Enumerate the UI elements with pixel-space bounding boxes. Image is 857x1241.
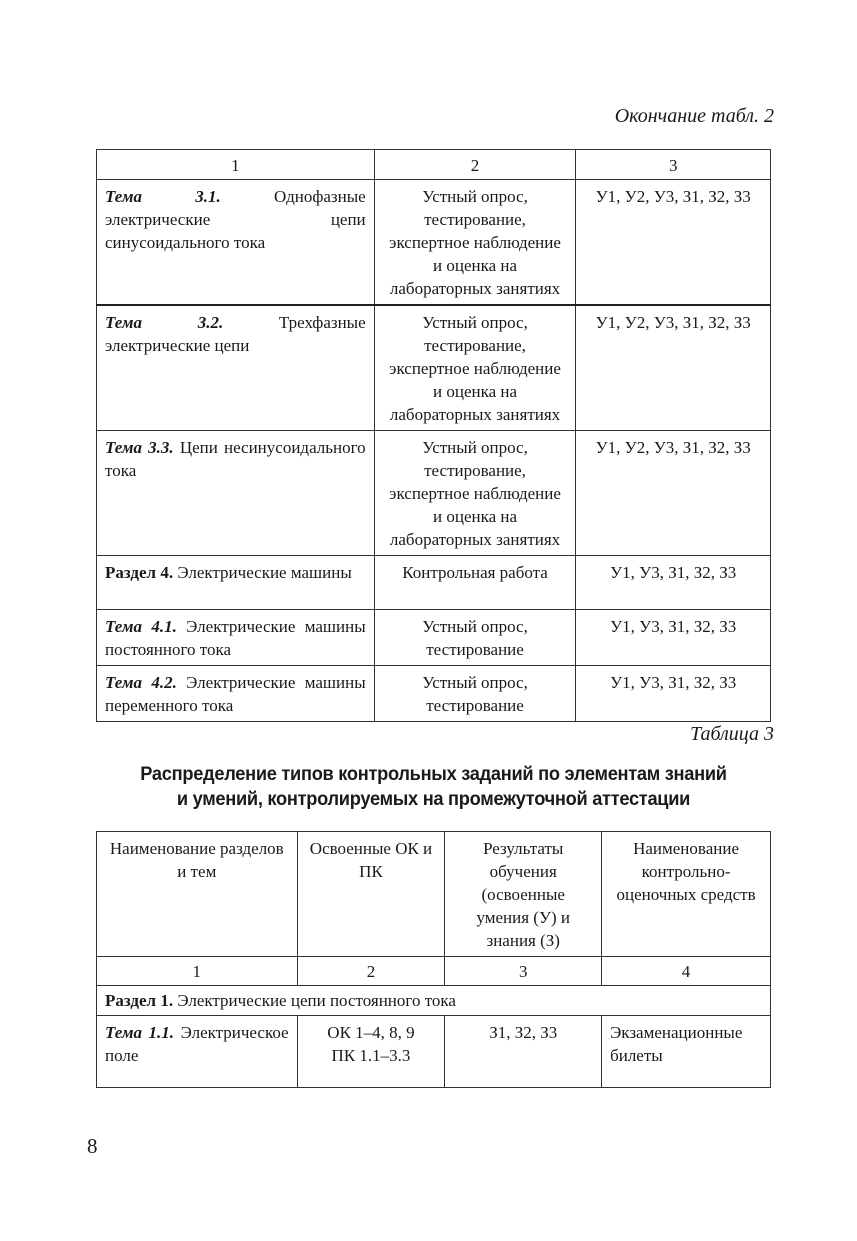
tools-cell: Экзаменационные билеты [602, 1016, 771, 1088]
table-3-title-line: и умений, контролируемых на промежуточной аттестации [176, 789, 691, 810]
table-3-title-line: Распределение типов контрольных заданий по элементам знаний [140, 764, 727, 785]
topic-prefix: Тема 4.2. [105, 673, 177, 692]
table-row [97, 180, 771, 306]
topic-cell [97, 1016, 298, 1088]
section-text: Электрические машины [173, 563, 352, 582]
table-row [97, 666, 771, 722]
topic-cell [97, 666, 375, 722]
column-number-row [97, 957, 771, 986]
table-row [97, 431, 771, 556]
section-cell [97, 986, 771, 1016]
topic-prefix: Тема 1.1. [105, 1023, 175, 1042]
column-header-sections: Наименование разделов и тем [97, 832, 298, 957]
table-row [97, 305, 771, 431]
page-number: 8 [87, 1134, 98, 1158]
topic-prefix: Тема 4.1. [105, 617, 177, 636]
column-header-competences: Освоенные ОК и ПК [297, 832, 445, 957]
topic-text: Электрическое поле [105, 1023, 289, 1065]
column-number: 1 [97, 150, 375, 180]
method-cell: Устный опрос, тестирование, экспертное наблюдение и оценка на лабораторных занятиях [374, 180, 576, 306]
topic-cell [97, 305, 375, 431]
table-3-title [110, 762, 758, 812]
topic-text: Электрические машины постоянного тока [105, 617, 366, 659]
codes-cell: У1, У3, З1, З2, З3 [576, 666, 771, 722]
topic-cell [97, 431, 375, 556]
codes-cell: У1, У2, У3, З1, З2, З3 [576, 431, 771, 556]
codes-cell: У1, У2, У3, З1, З2, З3 [576, 305, 771, 431]
table-row [97, 1016, 771, 1088]
column-header-tools: Наименование контрольно-оценочных средств [602, 832, 771, 957]
column-number: 1 [97, 957, 298, 986]
topic-prefix: Тема 3.3. [105, 438, 174, 457]
method-cell: Контрольная работа [374, 556, 576, 610]
competences-pk: ПК 1.1–3.3 [331, 1046, 411, 1065]
topic-text: Трехфазные электрические цепи [105, 313, 366, 355]
codes-cell: У1, У2, У3, З1, З2, З3 [576, 180, 771, 306]
topic-text: Однофазные электрические цепи синусоидального тока [105, 187, 366, 252]
table-header-row [97, 832, 771, 957]
section-cell [97, 556, 375, 610]
table-3 [96, 831, 771, 1088]
table-row [97, 610, 771, 666]
section-text: Электрические цепи постоянного тока [173, 991, 456, 1010]
topic-prefix: Тема 3.1. [105, 187, 221, 206]
topic-cell [97, 180, 375, 306]
topic-text: Цепи несинусоидального тока [105, 438, 366, 480]
column-header-results: Результаты обучения (освоенные умения (У) и знания (З) [445, 832, 602, 957]
results-cell: З1, З2, З3 [445, 1016, 602, 1088]
table-header-row [97, 150, 771, 180]
column-number: 4 [602, 957, 771, 986]
section-prefix: Раздел 1. [105, 991, 174, 1010]
table-2-continuation [96, 149, 771, 722]
topic-prefix: Тема 3.2. [105, 313, 224, 332]
method-cell: Устный опрос, тестирование, экспертное наблюдение и оценка на лабораторных занятиях [374, 305, 576, 431]
column-number: 3 [445, 957, 602, 986]
column-number: 2 [297, 957, 445, 986]
competences-ok: ОК 1–4, 8, 9 [327, 1023, 415, 1042]
topic-cell [97, 610, 375, 666]
table-row [97, 556, 771, 610]
method-cell: Устный опрос, тестирование [374, 666, 576, 722]
section-row [97, 986, 771, 1016]
column-number: 2 [374, 150, 576, 180]
method-cell: Устный опрос, тестирование, экспертное наблюдение и оценка на лабораторных занятиях [374, 431, 576, 556]
column-number: 3 [576, 150, 771, 180]
codes-cell: У1, У3, З1, З2, З3 [576, 556, 771, 610]
codes-cell: У1, У3, З1, З2, З3 [576, 610, 771, 666]
topic-text: Электрические машины переменного тока [105, 673, 366, 715]
method-cell: Устный опрос, тестирование [374, 610, 576, 666]
competences-cell [297, 1016, 445, 1088]
table-3-caption: Таблица 3 [690, 723, 774, 745]
section-prefix: Раздел 4. [105, 563, 174, 582]
table-continuation-caption: Окончание табл. 2 [614, 105, 774, 127]
